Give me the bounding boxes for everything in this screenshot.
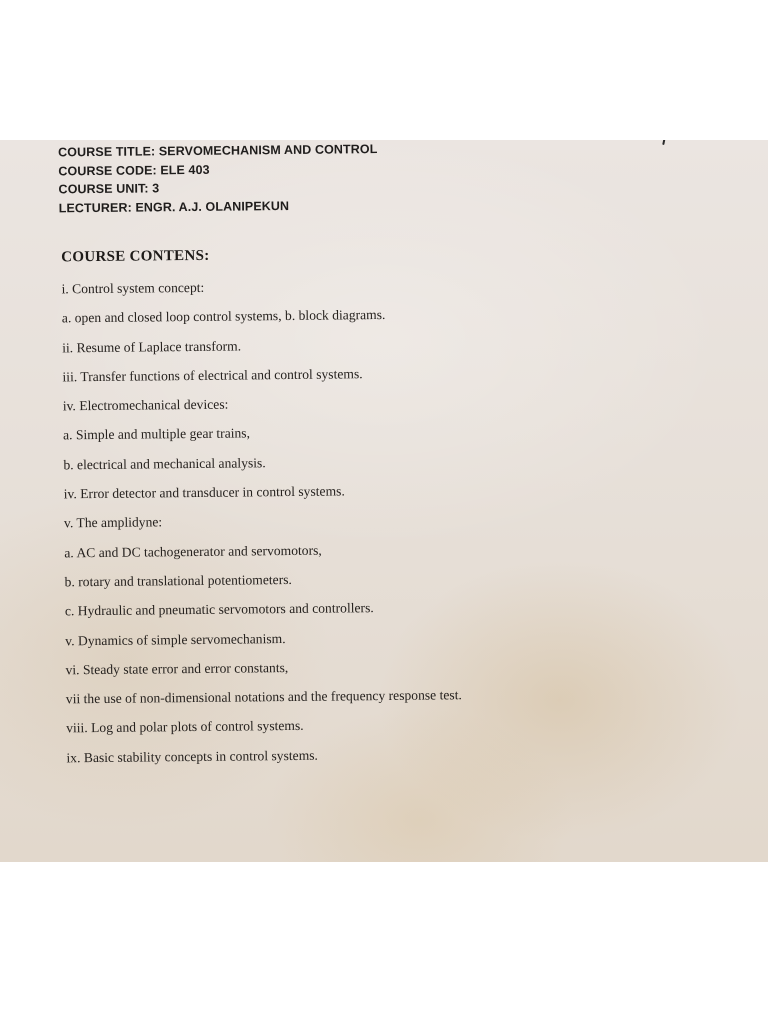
document-photo [0, 140, 768, 862]
list-item: iv. Error detector and transducer in control systems. [63, 483, 345, 502]
list-item: a. AC and DC tachogenerator and servomotors, [64, 542, 322, 561]
list-item: c. Hydraulic and pneumatic servomotors and controllers. [64, 600, 374, 619]
list-item: iii. Transfer functions of electrical and control systems. [62, 366, 363, 385]
list-item: vi. Steady state error and error constants, [65, 659, 289, 678]
list-item: iv. Electromechanical devices: [62, 396, 229, 414]
list-item: v. The amplidyne: [63, 514, 163, 531]
course-code: COURSE CODE: ELE 403 [58, 162, 210, 178]
list-item: b. electrical and mechanical analysis. [63, 455, 266, 473]
list-item: vii the use of non-dimensional notations and the frequency response test. [65, 687, 462, 707]
course-contents-list [61, 275, 462, 777]
list-item: b. rotary and translational potentiometers. [64, 571, 292, 590]
pen-mark [662, 140, 668, 145]
list-item: i. Control system concept: [61, 279, 205, 297]
list-item: a. open and closed loop control systems, b. block diagrams. [61, 307, 386, 326]
course-header [58, 140, 378, 217]
lecturer: LECTURER: ENGR. A.J. OLANIPEKUN [58, 198, 290, 215]
list-item: ix. Basic stability concepts in control systems. [66, 747, 318, 766]
course-title: COURSE TITLE: SERVOMECHANISM AND CONTROL [58, 142, 378, 160]
course-contents-heading: COURSE CONTENS: [61, 247, 210, 266]
list-item: v. Dynamics of simple servomechanism. [65, 630, 286, 648]
course-outline-sheet [0, 140, 768, 862]
list-item: viii. Log and polar plots of control systems. [66, 718, 304, 736]
list-item: ii. Resume of Laplace transform. [62, 338, 242, 355]
course-unit: COURSE UNIT: 3 [58, 181, 160, 197]
list-item: a. Simple and multiple gear trains, [63, 425, 251, 443]
